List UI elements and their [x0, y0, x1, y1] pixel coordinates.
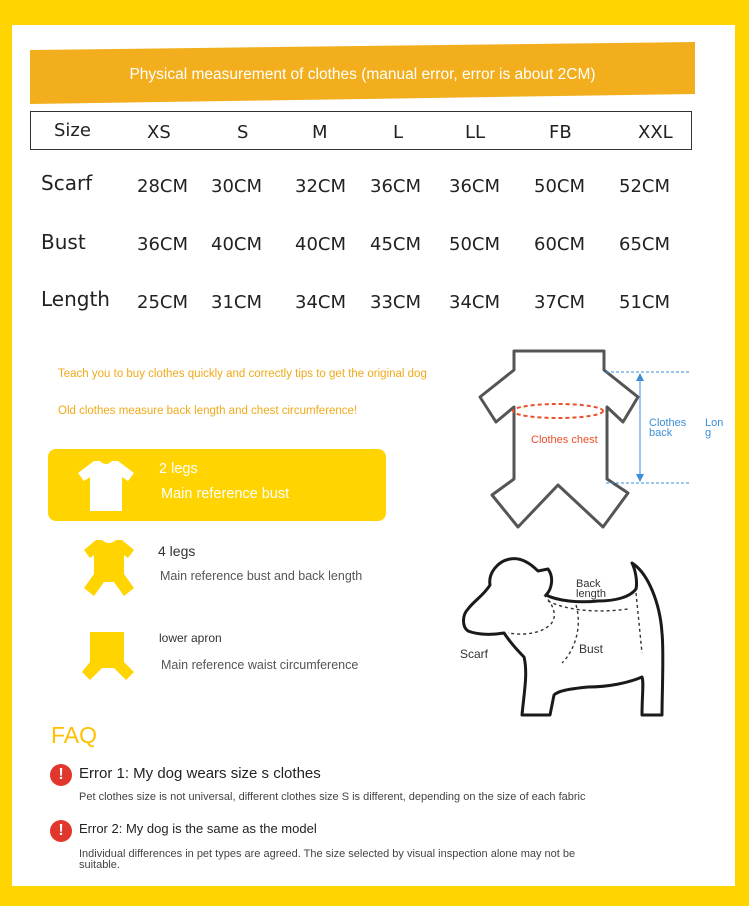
table-cell: 40CM	[295, 234, 347, 255]
back-length-label: Back length	[576, 578, 606, 600]
four-legs-desc: Main reference bust and back length	[160, 569, 363, 583]
table-cell: 36CM	[449, 176, 501, 197]
row-label-bust: Bust	[41, 230, 86, 254]
header-ll: LL	[465, 122, 486, 143]
table-cell: 37CM	[534, 292, 586, 313]
table-cell: 65CM	[619, 234, 671, 255]
error-1-question: Error 1: My dog wears size s clothes	[79, 765, 321, 782]
error-2-question: Error 2: My dog is the same as the model	[79, 821, 317, 836]
header-s: S	[237, 122, 249, 143]
table-cell: 51CM	[619, 292, 671, 313]
size-table-header	[30, 111, 692, 150]
table-cell: 34CM	[295, 292, 347, 313]
tip-line-1: Teach you to buy clothes quickly and correctly tips to get the original dog	[58, 368, 427, 380]
dog-measure-diagram	[458, 553, 673, 723]
lower-apron-desc: Main reference waist circumference	[161, 658, 359, 672]
scarf-label: Scarf	[460, 647, 489, 661]
header-size: Size	[54, 120, 91, 141]
table-cell: 28CM	[137, 176, 189, 197]
table-cell: 36CM	[137, 234, 189, 255]
four-legs-suit-icon	[78, 538, 140, 598]
faq-title: FAQ	[51, 722, 98, 748]
table-cell: 36CM	[370, 176, 422, 197]
header-l: L	[393, 122, 404, 143]
two-legs-title: 2 legs	[159, 461, 198, 477]
table-cell: 32CM	[295, 176, 347, 197]
table-cell: 50CM	[534, 176, 586, 197]
lower-apron-icon	[78, 630, 138, 682]
header-xs: XS	[147, 122, 171, 143]
error-1-answer: Pet clothes size is not universal, different clothes size S is different, depending on the size of each fabric	[79, 791, 586, 803]
title-banner	[30, 42, 695, 104]
two-legs-shirt-icon	[76, 459, 136, 514]
table-cell: 33CM	[370, 292, 422, 313]
bust-label: Bust	[579, 642, 604, 656]
row-label-scarf: Scarf	[41, 171, 93, 195]
table-cell: 34CM	[449, 292, 501, 313]
row-label-length: Length	[41, 287, 110, 311]
table-cell: 40CM	[211, 234, 263, 255]
table-cell: 45CM	[370, 234, 422, 255]
header-m: M	[312, 122, 328, 143]
table-cell: 31CM	[211, 292, 263, 313]
error-1-alert-icon: !	[50, 764, 72, 786]
two-legs-desc: Main reference bust	[161, 486, 290, 502]
long-label: Long	[705, 417, 724, 439]
lower-apron-title: lower apron	[159, 631, 222, 645]
four-legs-title: 4 legs	[158, 543, 196, 559]
table-cell: 25CM	[137, 292, 189, 313]
error-2-answer: Individual differences in pet types are agreed. The size selected by visual inspection alone may not be suitable.	[79, 848, 576, 871]
banner-title: Physical measurement of clothes (manual error, error is about 2CM)	[129, 66, 596, 83]
clothes-back-label: Clothes back	[649, 417, 687, 439]
tip-line-2: Old clothes measure back length and chest circumference!	[58, 405, 358, 417]
header-xxl: XXL	[638, 122, 673, 143]
table-cell: 30CM	[211, 176, 263, 197]
error-2-alert-icon: !	[50, 820, 72, 842]
table-cell: 52CM	[619, 176, 671, 197]
table-cell: 60CM	[534, 234, 586, 255]
header-fb: FB	[549, 122, 572, 143]
table-cell: 50CM	[449, 234, 501, 255]
clothes-chest-label: Clothes chest	[531, 434, 598, 446]
